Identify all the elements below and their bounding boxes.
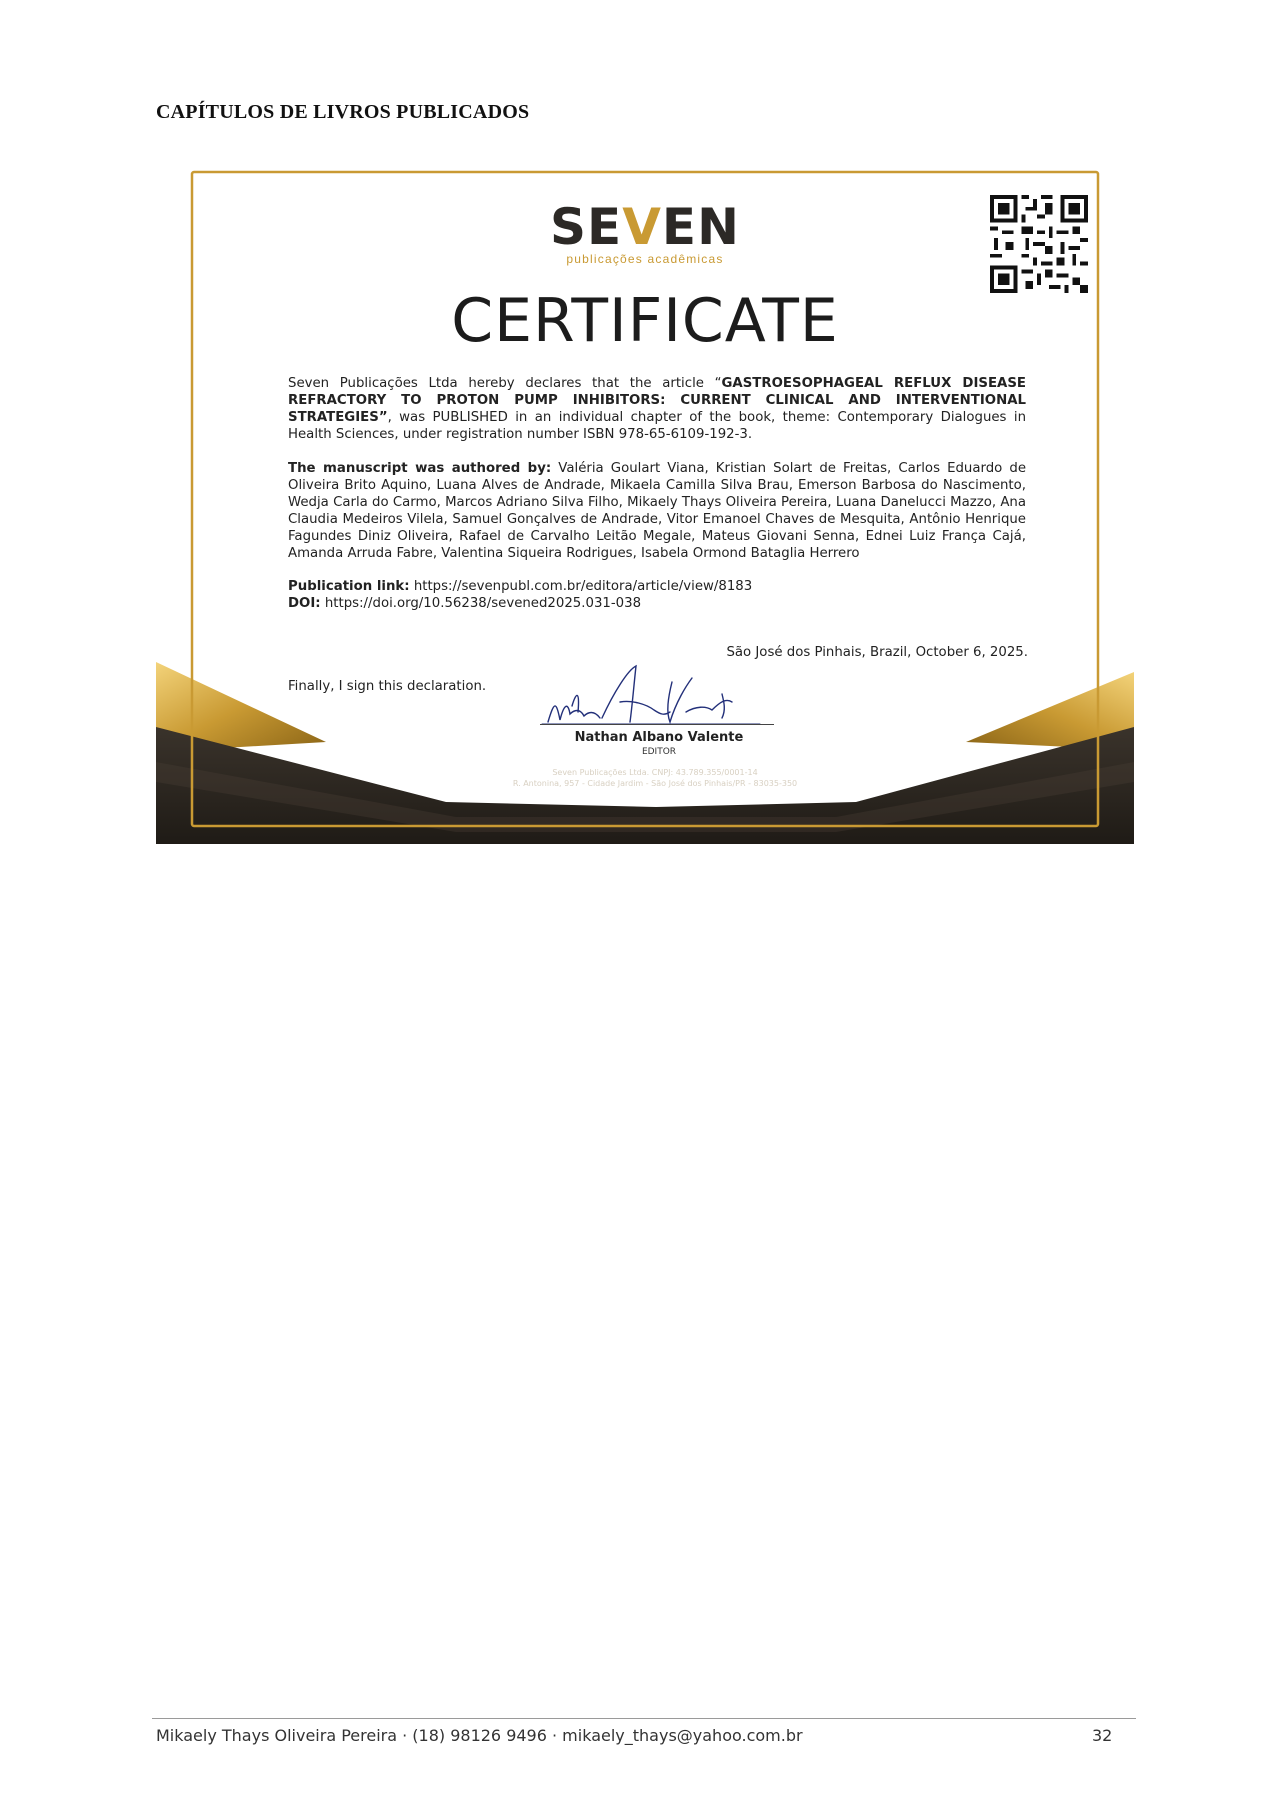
doi-row xyxy=(288,595,1026,612)
section-heading: CAPÍTULOS DE LIVROS PUBLICADOS xyxy=(156,101,530,123)
publisher-logo xyxy=(156,198,1134,266)
declaration-suffix: , was PUBLISHED in an individual chapter of the book, theme: Contemporary Dialogues in Health Sciences, under registration number ISBN 978-65-6109-192-3. xyxy=(288,410,1026,442)
signer-name: Nathan Albano Valente xyxy=(574,730,744,745)
company-address: R. Antonina, 957 - Cidade Jardim - São José dos Pinhais/PR - 83035-350 xyxy=(512,779,798,788)
signature-line xyxy=(540,724,774,725)
certificate-declaration xyxy=(288,375,1026,443)
publication-link-label: Publication link: xyxy=(288,579,410,594)
certificate-title: CERTIFICATE xyxy=(451,286,839,356)
certificate-image xyxy=(156,162,1134,844)
doi-label: DOI: xyxy=(288,596,321,611)
logo-text-left: SE xyxy=(550,198,623,256)
certificate-links xyxy=(288,578,1026,612)
publication-link-row xyxy=(288,578,1026,595)
logo-text-right: EN xyxy=(661,198,740,256)
footer-divider xyxy=(152,1718,1136,1719)
page-number: 32 xyxy=(1092,1726,1113,1745)
signature-image xyxy=(536,662,766,732)
article-title: GASTROESOPHAGEAL REFLUX DISEASE REFRACTORY TO PROTON PUMP INHIBITORS: CURRENT CLINICAL AND INTERVENTIONAL STRATEGIES” xyxy=(288,376,1026,425)
company-registration: Seven Publicações Ltda. CNPJ: 43.789.355/0001-14 xyxy=(552,768,758,777)
closing-statement: Finally, I sign this declaration. xyxy=(288,679,487,694)
footer-contact: Mikaely Thays Oliveira Pereira · (18) 98126 9496 · mikaely_thays@yahoo.com.br xyxy=(156,1726,803,1745)
publication-link[interactable]: https://sevenpubl.com.br/editora/article/view/8183 xyxy=(413,579,753,594)
place-date: São José dos Pinhais, Brazil, October 6, 2025. xyxy=(726,645,1028,660)
doi-link[interactable]: https://doi.org/10.56238/sevened2025.031-038 xyxy=(324,596,642,611)
authors-list: Valéria Goulart Viana, Kristian Solart de Freitas, Carlos Eduardo de Oliveira Brito Aquino, Luana Alves de Andrade, Mikaela Camilla Silva Brau, Emerson Barbosa do Nascimento, Wedja Carla do Carmo, Marcos Adriano Silva Filho, Mikaely Thays Oliveira Pereira, Luana Danelucci Mazzo, Ana Claudia Medeiros Vilela, Samuel Gonçalves de Andrade, Vitor Emanoel Chaves de Mesquita, Antônio Henrique Fagundes Diniz Oliveira, Rafael de Carvalho Leitão Megale, Mateus Giovani Senna, Ednei Luiz França Cajá, Amanda Arruda Fabre, Valentina Siqueira Rodrigues, Isabela Ormond Bataglia Herrero xyxy=(288,461,1026,561)
logo-tagline: publicações acadêmicas xyxy=(566,252,724,266)
qr-code-icon xyxy=(990,195,1088,293)
logo-text-v: V xyxy=(622,198,662,256)
certificate-authors xyxy=(288,460,1026,562)
declaration-prefix: Seven Publicações Ltda hereby declares that the article “ xyxy=(288,376,722,391)
signer-role: EDITOR xyxy=(641,747,677,757)
authors-label: The manuscript was authored by: xyxy=(288,461,552,476)
